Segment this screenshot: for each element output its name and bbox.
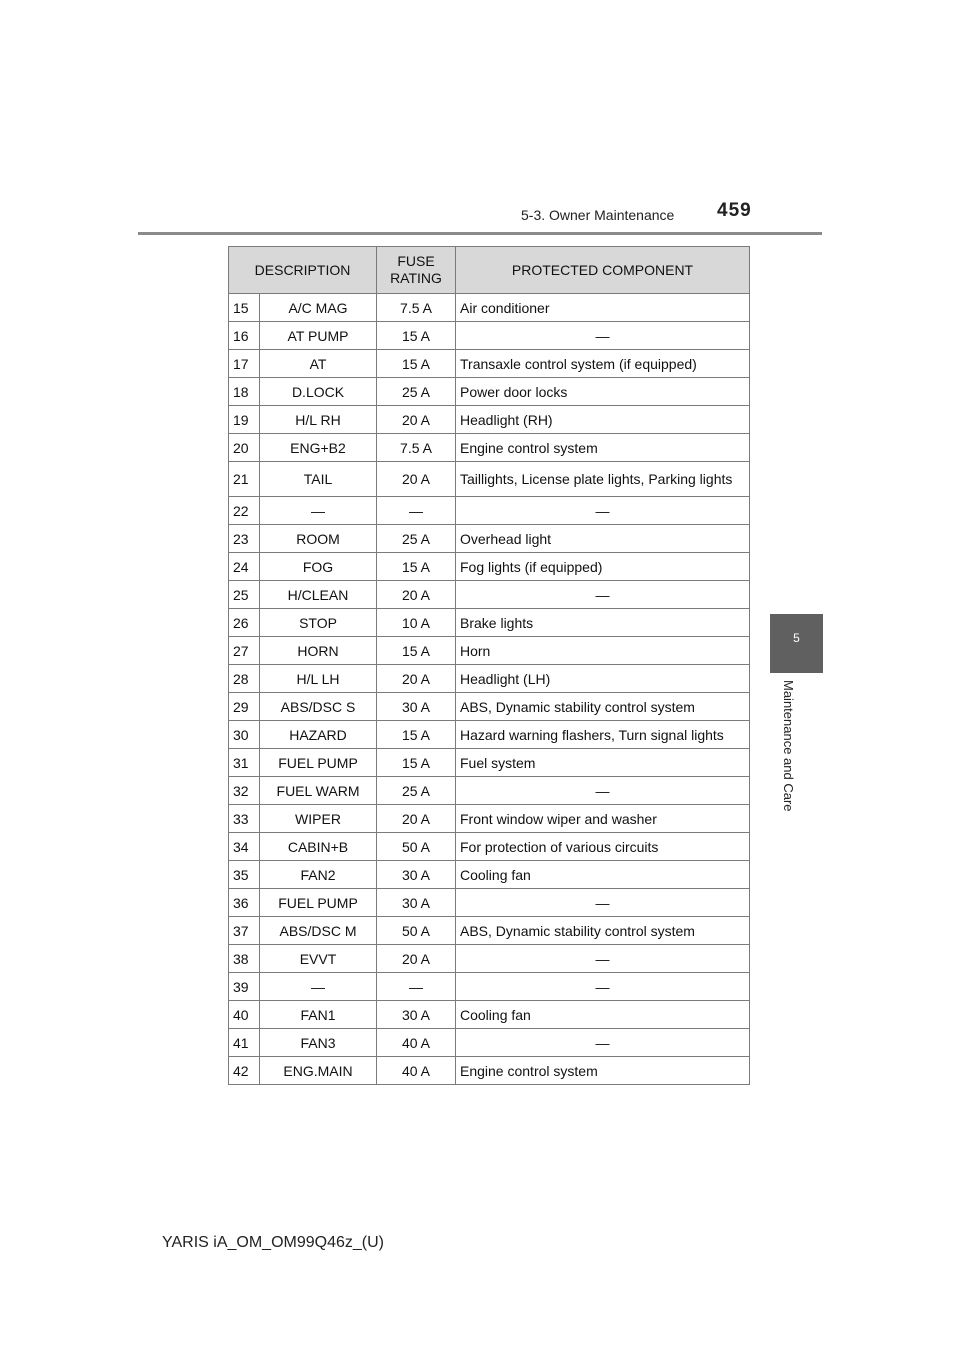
fuse-rating: 10 A (377, 609, 456, 637)
protected-component: Taillights, License plate lights, Parking lights (456, 462, 750, 497)
fuse-rating: 40 A (377, 1029, 456, 1057)
fuse-number: 31 (229, 749, 260, 777)
protected-component: ABS, Dynamic stability control system (456, 693, 750, 721)
fuse-description: — (260, 497, 377, 525)
table-row (229, 581, 750, 609)
protected-component: Horn (456, 637, 750, 665)
protected-component: Cooling fan (456, 1001, 750, 1029)
fuse-number: 20 (229, 434, 260, 462)
page-number: 459 (717, 200, 752, 221)
fuse-number: 17 (229, 350, 260, 378)
protected-component: — (456, 581, 750, 609)
fuse-rating: 30 A (377, 1001, 456, 1029)
table-row (229, 1057, 750, 1085)
fuse-table-body (229, 294, 750, 1085)
table-row (229, 497, 750, 525)
table-row (229, 833, 750, 861)
fuse-description: STOP (260, 609, 377, 637)
protected-component: For protection of various circuits (456, 833, 750, 861)
table-row (229, 350, 750, 378)
fuse-rating: 7.5 A (377, 294, 456, 322)
protected-component: Fuel system (456, 749, 750, 777)
fuse-rating: 25 A (377, 777, 456, 805)
table-row (229, 665, 750, 693)
fuse-description: — (260, 973, 377, 1001)
col-header-protected-component: PROTECTED COMPONENT (456, 247, 750, 294)
fuse-description: D.LOCK (260, 378, 377, 406)
table-row (229, 693, 750, 721)
table-row (229, 1029, 750, 1057)
table-row (229, 861, 750, 889)
fuse-number: 33 (229, 805, 260, 833)
protected-component: Front window wiper and washer (456, 805, 750, 833)
protected-component: Engine control system (456, 1057, 750, 1085)
fuse-description: FUEL PUMP (260, 749, 377, 777)
protected-component: Hazard warning flashers, Turn signal lights (456, 721, 750, 749)
fuse-rating: 15 A (377, 322, 456, 350)
fuse-rating: 15 A (377, 350, 456, 378)
fuse-description: CABIN+B (260, 833, 377, 861)
table-row (229, 462, 750, 497)
footer-doc-code: YARIS iA_OM_OM99Q46z_(U) (162, 1234, 384, 1251)
fuse-number: 36 (229, 889, 260, 917)
protected-component: Power door locks (456, 378, 750, 406)
fuse-number: 29 (229, 693, 260, 721)
fuse-rating: 20 A (377, 945, 456, 973)
table-row (229, 378, 750, 406)
protected-component: — (456, 973, 750, 1001)
table-row (229, 553, 750, 581)
table-row (229, 973, 750, 1001)
fuse-description: ABS/DSC M (260, 917, 377, 945)
fuse-description: FOG (260, 553, 377, 581)
table-row (229, 637, 750, 665)
fuse-description: ROOM (260, 525, 377, 553)
fuse-rating: 50 A (377, 917, 456, 945)
fuse-number: 25 (229, 581, 260, 609)
fuse-description: H/CLEAN (260, 581, 377, 609)
fuse-number: 16 (229, 322, 260, 350)
fuse-description: H/L RH (260, 406, 377, 434)
fuse-number: 15 (229, 294, 260, 322)
fuse-number: 18 (229, 378, 260, 406)
fuse-number: 35 (229, 861, 260, 889)
fuse-number: 42 (229, 1057, 260, 1085)
fuse-number: 23 (229, 525, 260, 553)
fuse-number: 39 (229, 973, 260, 1001)
header-rule (138, 232, 822, 235)
protected-component: Air conditioner (456, 294, 750, 322)
fuse-description: AT (260, 350, 377, 378)
fuse-description: HAZARD (260, 721, 377, 749)
fuse-description: FAN3 (260, 1029, 377, 1057)
table-row (229, 294, 750, 322)
protected-component: Headlight (RH) (456, 406, 750, 434)
fuse-rating: 15 A (377, 749, 456, 777)
table-row (229, 721, 750, 749)
table-row (229, 434, 750, 462)
table-row (229, 805, 750, 833)
fuse-rating: 7.5 A (377, 434, 456, 462)
fuse-number: 40 (229, 1001, 260, 1029)
fuse-description: TAIL (260, 462, 377, 497)
fuse-rating: 15 A (377, 721, 456, 749)
protected-component: — (456, 777, 750, 805)
fuse-number: 19 (229, 406, 260, 434)
table-row (229, 406, 750, 434)
fuse-number: 34 (229, 833, 260, 861)
fuse-description: WIPER (260, 805, 377, 833)
fuse-rating: — (377, 973, 456, 1001)
fuse-description: A/C MAG (260, 294, 377, 322)
fuse-rating: 40 A (377, 1057, 456, 1085)
fuse-rating: 20 A (377, 462, 456, 497)
protected-component: Overhead light (456, 525, 750, 553)
fuse-rating: 25 A (377, 525, 456, 553)
fuse-rating: 25 A (377, 378, 456, 406)
fuse-description: AT PUMP (260, 322, 377, 350)
fuse-number: 41 (229, 1029, 260, 1057)
protected-component: Cooling fan (456, 861, 750, 889)
table-row (229, 889, 750, 917)
table-row (229, 749, 750, 777)
table-row (229, 777, 750, 805)
protected-component: ABS, Dynamic stability control system (456, 917, 750, 945)
fuse-number: 28 (229, 665, 260, 693)
fuse-rating: 20 A (377, 665, 456, 693)
table-row (229, 525, 750, 553)
fuse-description: FUEL WARM (260, 777, 377, 805)
fuse-rating: 30 A (377, 861, 456, 889)
protected-component: — (456, 1029, 750, 1057)
fuse-description: FAN2 (260, 861, 377, 889)
protected-component: Fog lights (if equipped) (456, 553, 750, 581)
chapter-tab[interactable] (770, 614, 823, 673)
fuse-number: 30 (229, 721, 260, 749)
fuse-number: 24 (229, 553, 260, 581)
fuse-number: 38 (229, 945, 260, 973)
table-row (229, 609, 750, 637)
table-row (229, 917, 750, 945)
fuse-description: EVVT (260, 945, 377, 973)
fuse-description: HORN (260, 637, 377, 665)
fuse-rating: 50 A (377, 833, 456, 861)
chapter-title: Maintenance and Care (781, 680, 796, 812)
protected-component: Headlight (LH) (456, 665, 750, 693)
fuse-number: 26 (229, 609, 260, 637)
fuse-description: ENG+B2 (260, 434, 377, 462)
table-row (229, 1001, 750, 1029)
header-section-title: 5-3. Owner Maintenance (521, 207, 675, 223)
fuse-description: ABS/DSC S (260, 693, 377, 721)
fuse-number: 27 (229, 637, 260, 665)
protected-component: Brake lights (456, 609, 750, 637)
fuse-rating: 20 A (377, 406, 456, 434)
fuse-rating: 30 A (377, 889, 456, 917)
fuse-rating: 20 A (377, 805, 456, 833)
fuse-description: FAN1 (260, 1001, 377, 1029)
fuse-rating: 30 A (377, 693, 456, 721)
fuse-rating: 15 A (377, 637, 456, 665)
fuse-rating: 15 A (377, 553, 456, 581)
table-header-row (229, 247, 750, 294)
fuse-table (228, 246, 750, 1085)
table-row (229, 945, 750, 973)
protected-component: — (456, 945, 750, 973)
col-header-description: DESCRIPTION (229, 247, 377, 294)
fuse-number: 21 (229, 462, 260, 497)
chapter-number: 5 (793, 631, 800, 645)
table-row (229, 322, 750, 350)
fuse-description: H/L LH (260, 665, 377, 693)
fuse-rating: — (377, 497, 456, 525)
fuse-number: 32 (229, 777, 260, 805)
fuse-rating: 20 A (377, 581, 456, 609)
col-header-fuse-rating: FUSE RATING (377, 247, 456, 294)
protected-component: — (456, 889, 750, 917)
protected-component: Engine control system (456, 434, 750, 462)
fuse-description: ENG.MAIN (260, 1057, 377, 1085)
fuse-number: 22 (229, 497, 260, 525)
protected-component: Transaxle control system (if equipped) (456, 350, 750, 378)
protected-component: — (456, 497, 750, 525)
protected-component: — (456, 322, 750, 350)
fuse-description: FUEL PUMP (260, 889, 377, 917)
fuse-number: 37 (229, 917, 260, 945)
